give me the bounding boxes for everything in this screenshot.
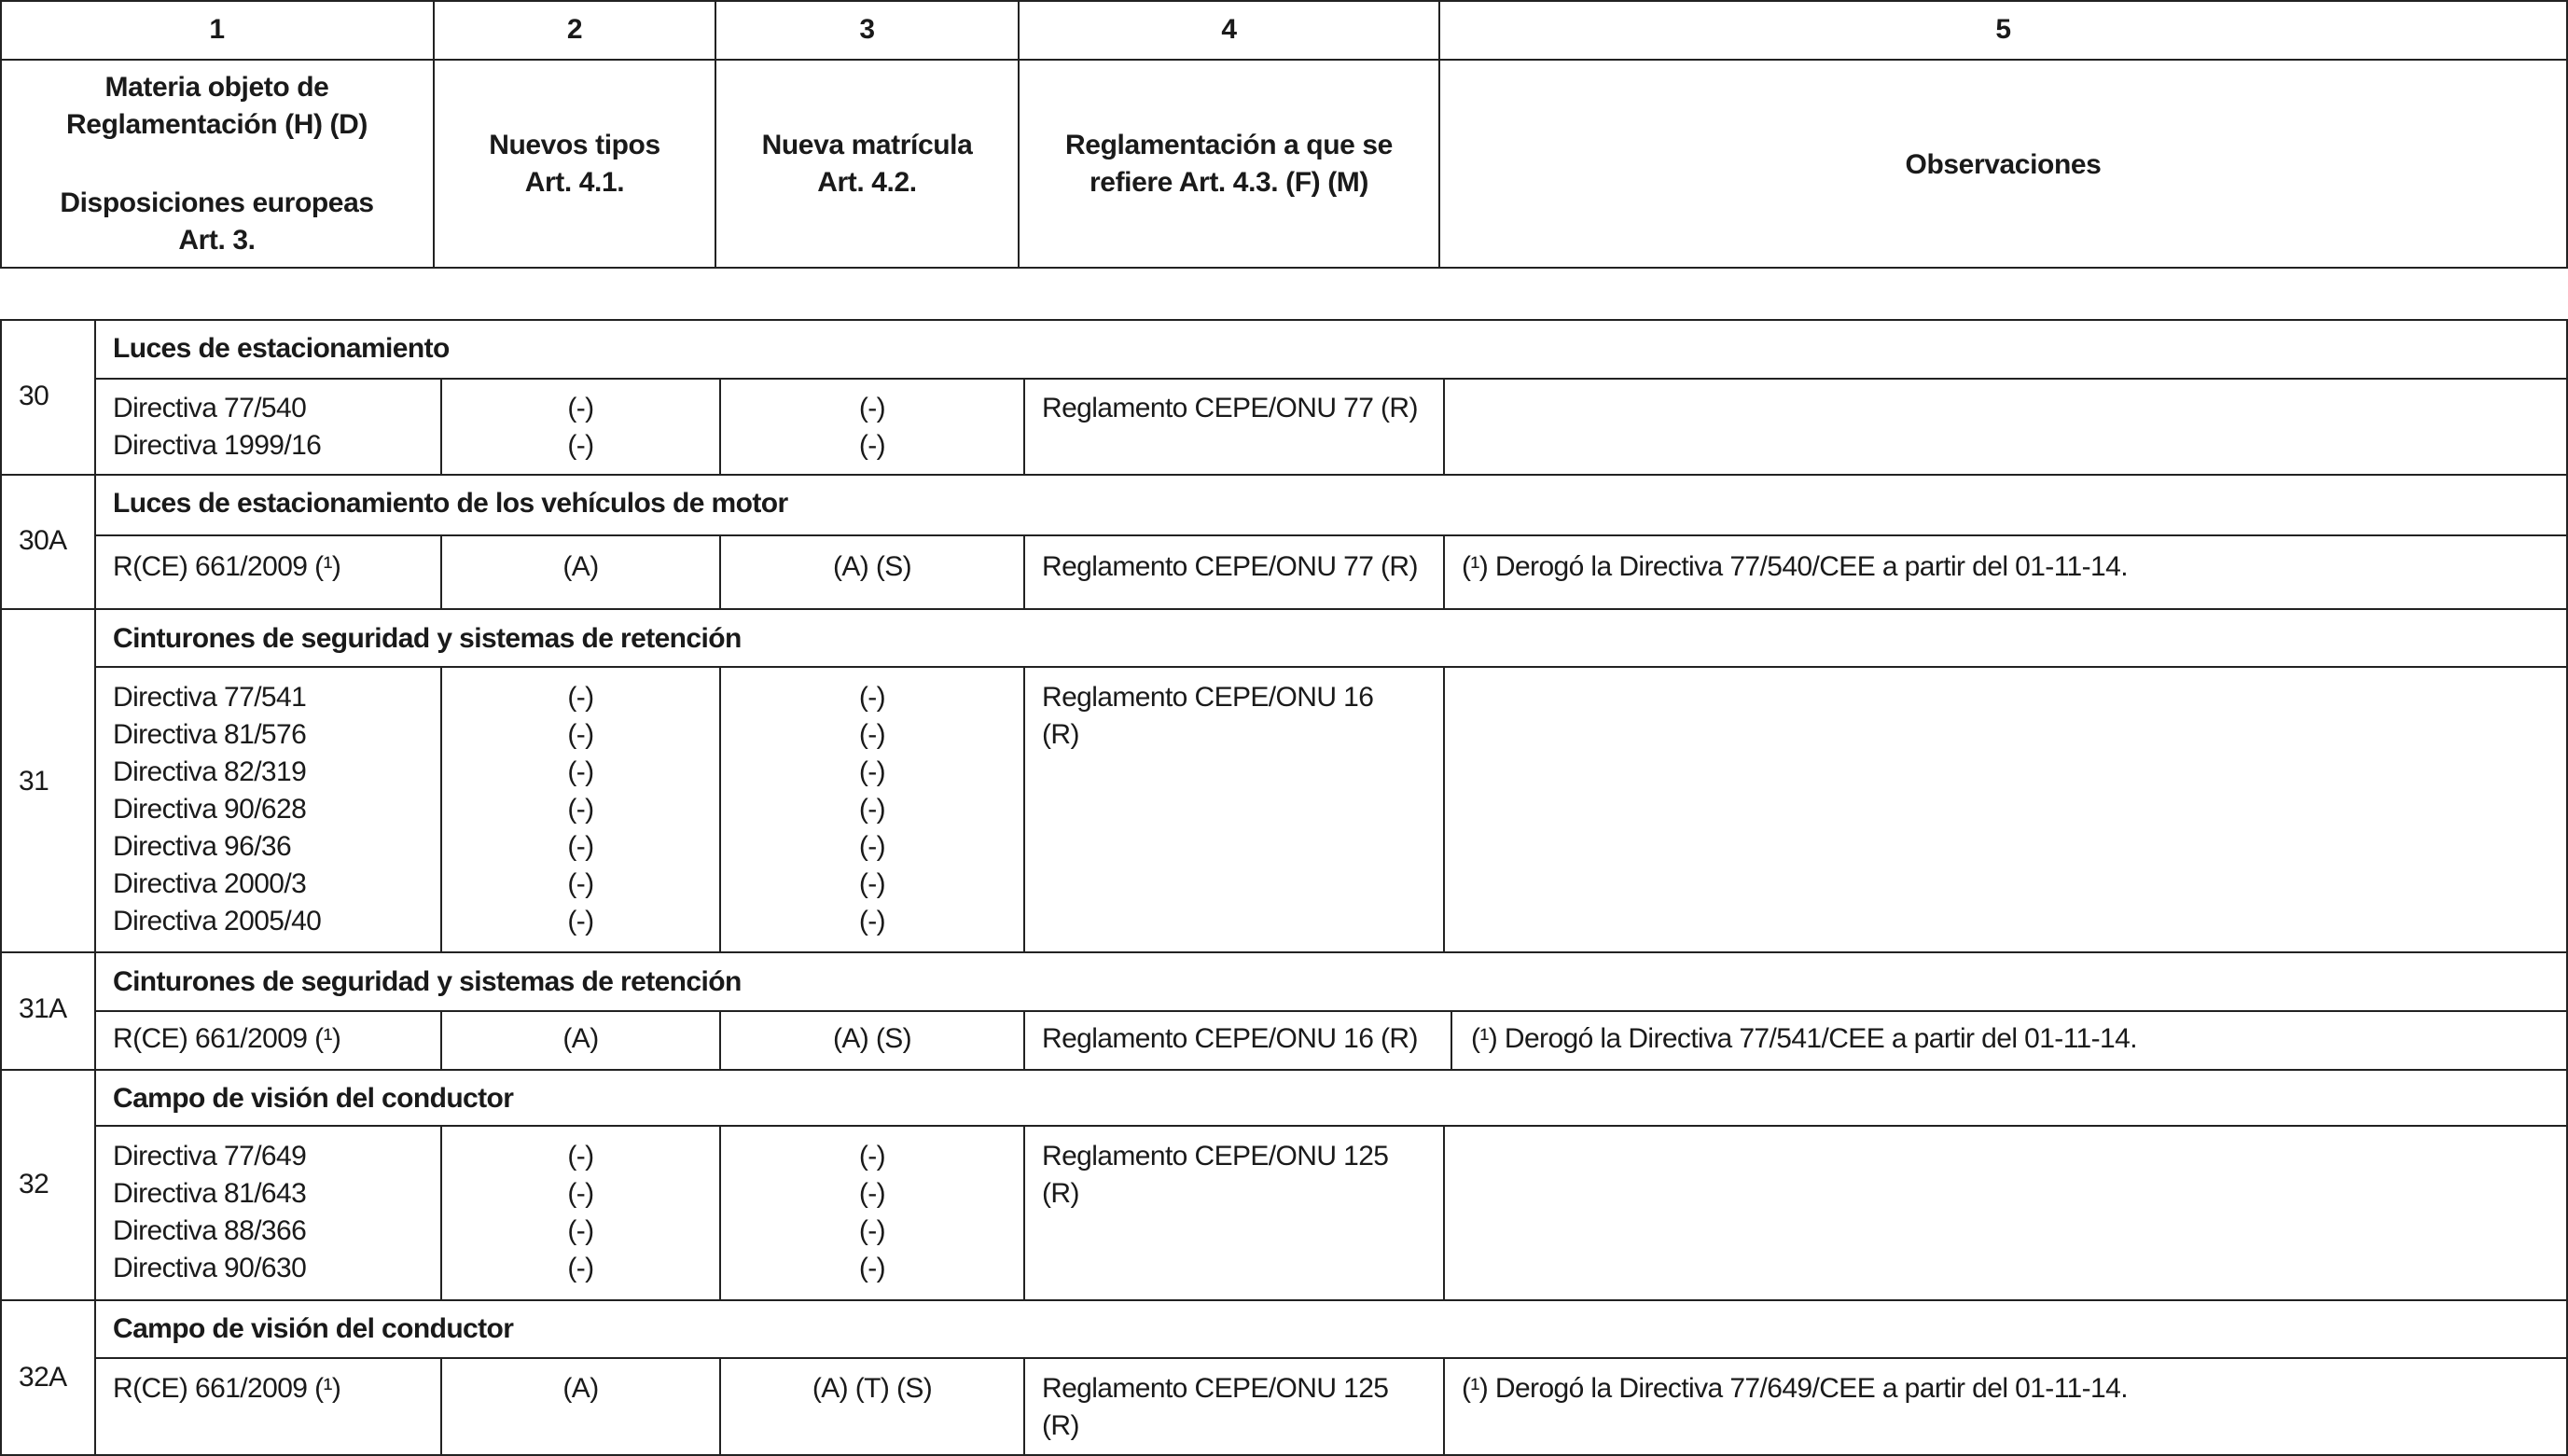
row-title: Cinturones de seguridad y sistemas de retención: [113, 623, 742, 654]
col5-header: Observaciones: [1905, 149, 2102, 180]
row-regulation: Reglamento CEPE/ONU 16 (R): [1042, 682, 1374, 750]
col1-dispositions-header: Disposiciones europeas Art. 3.: [60, 187, 374, 256]
col4-header: Reglamentación a que se refiere Art. 4.3. (F) (M): [1065, 130, 1393, 198]
row-directives: Directiva 77/541 Directiva 81/576 Directiva 82/319 Directiva 90/628 Directiva 96/36 Directiva 2000/3 Directiva 2005/40: [113, 682, 322, 936]
row-title: Luces de estacionamiento: [113, 333, 450, 364]
row-directives: R(CE) 661/2009 (¹): [113, 1373, 341, 1404]
col-number-3: 3: [859, 14, 875, 45]
row-new-registration: (A) (S): [832, 551, 912, 582]
row-regulation: Reglamento CEPE/ONU 77 (R): [1042, 393, 1418, 423]
row-new-types: (A): [562, 551, 599, 582]
row-new-types: (A): [562, 1373, 599, 1404]
row-regulation: Reglamento CEPE/ONU 16 (R): [1042, 1023, 1418, 1054]
row-new-registration: (-) (-): [858, 393, 886, 461]
row-id: 30: [19, 381, 49, 411]
row-title: Cinturones de seguridad y sistemas de retención: [113, 966, 742, 997]
col-number-2: 2: [566, 14, 583, 45]
row-title: Campo de visión del conductor: [113, 1083, 514, 1114]
row-new-registration: (A) (T) (S): [812, 1373, 933, 1404]
col2-header: Nuevos tipos Art. 4.1.: [489, 130, 660, 198]
col-number-5: 5: [1995, 14, 2011, 45]
row-id: 32: [19, 1169, 49, 1199]
col-number-1: 1: [209, 14, 225, 45]
row-title: Luces de estacionamiento de los vehículos de motor: [113, 488, 788, 519]
row-directives: Directiva 77/649 Directiva 81/643 Directiva 88/366 Directiva 90/630: [113, 1141, 307, 1283]
row-new-registration: (A) (S): [832, 1023, 912, 1054]
row-new-registration: (-) (-) (-) (-): [858, 1141, 886, 1283]
row-directives: R(CE) 661/2009 (¹): [113, 1023, 341, 1054]
row-title: Campo de visión del conductor: [113, 1313, 514, 1344]
row-new-types: (-) (-): [567, 393, 594, 461]
row-directives: R(CE) 661/2009 (¹): [113, 551, 341, 582]
row-new-types: (A): [562, 1023, 599, 1054]
row-new-types: (-) (-) (-) (-): [567, 1141, 594, 1283]
row-new-registration: (-) (-) (-) (-) (-) (-) (-): [858, 682, 886, 936]
row-id: 30A: [19, 525, 67, 556]
row-observations: (¹) Derogó la Directiva 77/541/CEE a partir del 01-11-14.: [1471, 1023, 2137, 1054]
row-id: 31: [19, 766, 49, 797]
row-id: 32A: [19, 1362, 67, 1393]
col-number-4: 4: [1221, 14, 1237, 45]
row-id: 31A: [19, 993, 67, 1024]
row-regulation: Reglamento CEPE/ONU 125 (R): [1042, 1141, 1389, 1209]
row-regulation: Reglamento CEPE/ONU 125 (R): [1042, 1373, 1389, 1441]
row-observations: (¹) Derogó la Directiva 77/649/CEE a partir del 01-11-14.: [1462, 1373, 2128, 1404]
row-new-types: (-) (-) (-) (-) (-) (-) (-): [567, 682, 594, 936]
row-regulation: Reglamento CEPE/ONU 77 (R): [1042, 551, 1418, 582]
row-directives: Directiva 77/540 Directiva 1999/16: [113, 393, 322, 461]
col1-subject-header: Materia objeto de Reglamentación (H) (D): [66, 72, 368, 140]
col3-header: Nueva matrícula Art. 4.2.: [761, 130, 973, 198]
row-observations: (¹) Derogó la Directiva 77/540/CEE a partir del 01-11-14.: [1462, 551, 2128, 582]
